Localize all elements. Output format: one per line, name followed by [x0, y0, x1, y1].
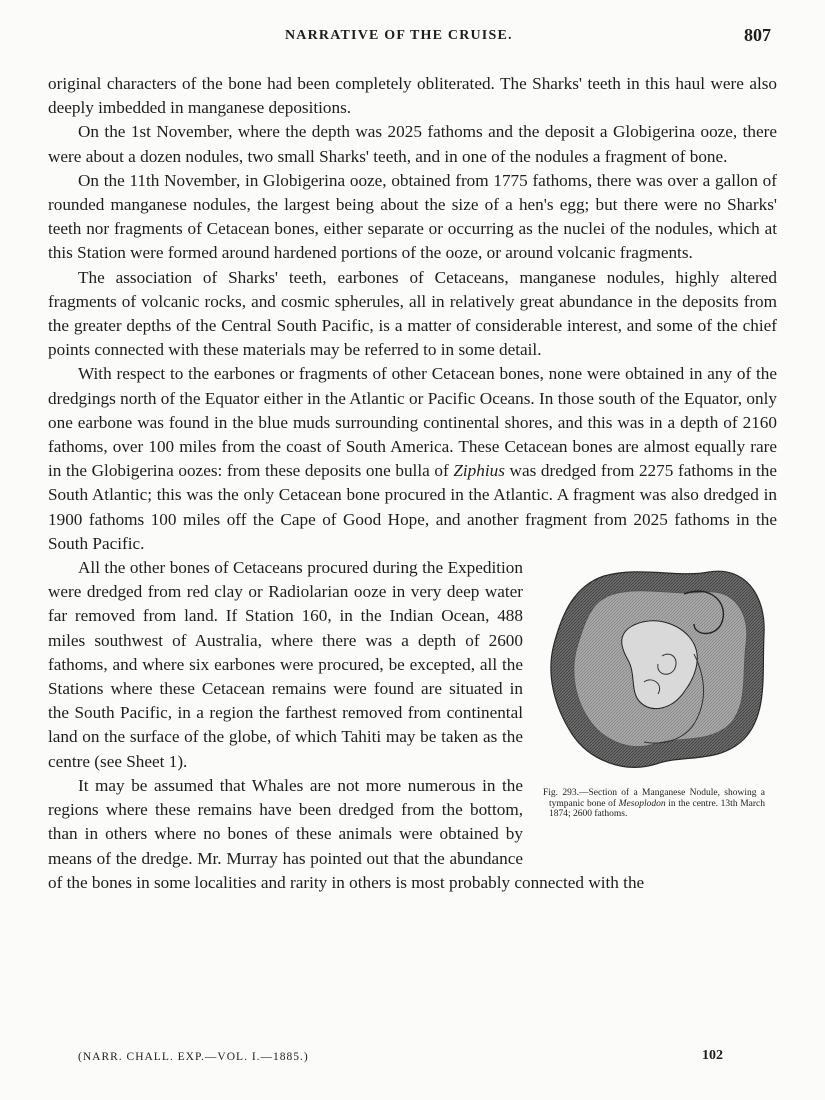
paragraph: It may be assumed that Whales are not more numerous in the regions where these remains have been dredged from the bottom, than in others where no bones of these animals were obtained by means of the dredge. Mr. Murray has pointed out that the abundance of the bones in some localities and rarity in others is most probably connected with the: [48, 775, 645, 892]
paragraph: On the 11th November, in Globigerina ooze, obtained from 1775 fathoms, there was over a gallon of rounded manganese nodules, the largest being about the size of a hen's egg; but there were no Sharks' teeth nor fragments of Cetacean bones, either separate or occurring as the nuclei of the nodules, which at this Station were formed around hardened portions of the ooze, or around volcanic fragments.: [48, 170, 777, 263]
page-number: 807: [744, 25, 771, 45]
paragraph: [48, 362, 777, 556]
signature-number: 102: [702, 1048, 723, 1063]
figure-caption: [543, 788, 765, 820]
running-title: NARRATIVE OF THE CRUISE.: [285, 28, 513, 43]
caption-text: Fig. 293.—Section of a Manganese Nodule, showing a tympanic bone of: [543, 788, 765, 809]
paragraph: original characters of the bone had been completely obliterated. The Sharks' teeth in this haul were also deeply imbedded in manganese depositions.: [48, 74, 777, 118]
caption-genus: Mesoplodon: [618, 798, 666, 809]
paragraph-text: With respect to the earbones or fragments of other Cetacean bones, none were obtained in any of the dredgings north of the Equator either in the Atlantic or Pacific Oceans. In those south of the Equator, only one earbone was found in the blue muds surrounding continental shores, and this was in a depth of 2160 fathoms, over 100 miles from the coast of South America. These Cetacean bones are almost equally rare in the Globigerina oozes: from these deposits one bulla of: [48, 364, 777, 481]
figure: [537, 564, 777, 844]
paragraph-text: was dredged from 2275 fathoms in the South Atlantic; this was the only Cetacean bone procured in the Atlantic. A fragment was also dredged in 1900 fathoms 100 miles off the Cape of Good Hope, and another fragment from 2025 fathoms in the South Pacific.: [48, 461, 777, 553]
caption-text: in the centre. 13th March 1874; 2600 fathoms.: [549, 798, 765, 820]
genus-name: Ziphius: [453, 461, 505, 481]
paragraph: On the 1st November, where the depth was 2025 fathoms and the deposit a Globigerina ooze, there were about a dozen nodules, two small Sharks' teeth, and in one of the nodules a fragment of bone.: [48, 122, 777, 166]
manganese-nodule-illustration: [544, 564, 770, 776]
paragraph: All the other bones of Cetaceans procured during the Expedition were dredged from red clay or Radiolarian ooze in very deep water far removed from land. If Station 160, in the Indian Ocean, 488 miles southwest of Australia, where there was a depth of 2600 fathoms, and where six earbones were procured, be excepted, all the Stations where these Cetacean remains were found are situated in the South Pacific, in a region the farthest removed from continental land on the surface of the globe, of which Tahiti may be taken as the centre (see Sheet 1).: [48, 558, 523, 771]
paragraph: The association of Sharks' teeth, earbones of Cetaceans, manganese nodules, highly altered fragments of volcanic rocks, and cosmic spherules, all in relatively great abundance in the deposits from the greater depths of the Central South Pacific, is a matter of considerable interest, and some of the chief points connected with these materials may be referred to in some detail.: [48, 267, 777, 360]
footer-citation: (NARR. CHALL. EXP.—VOL. I.—1885.): [78, 1051, 309, 1063]
body-text: [48, 72, 777, 895]
page-footer: [0, 1048, 825, 1072]
page-header: [0, 25, 825, 52]
